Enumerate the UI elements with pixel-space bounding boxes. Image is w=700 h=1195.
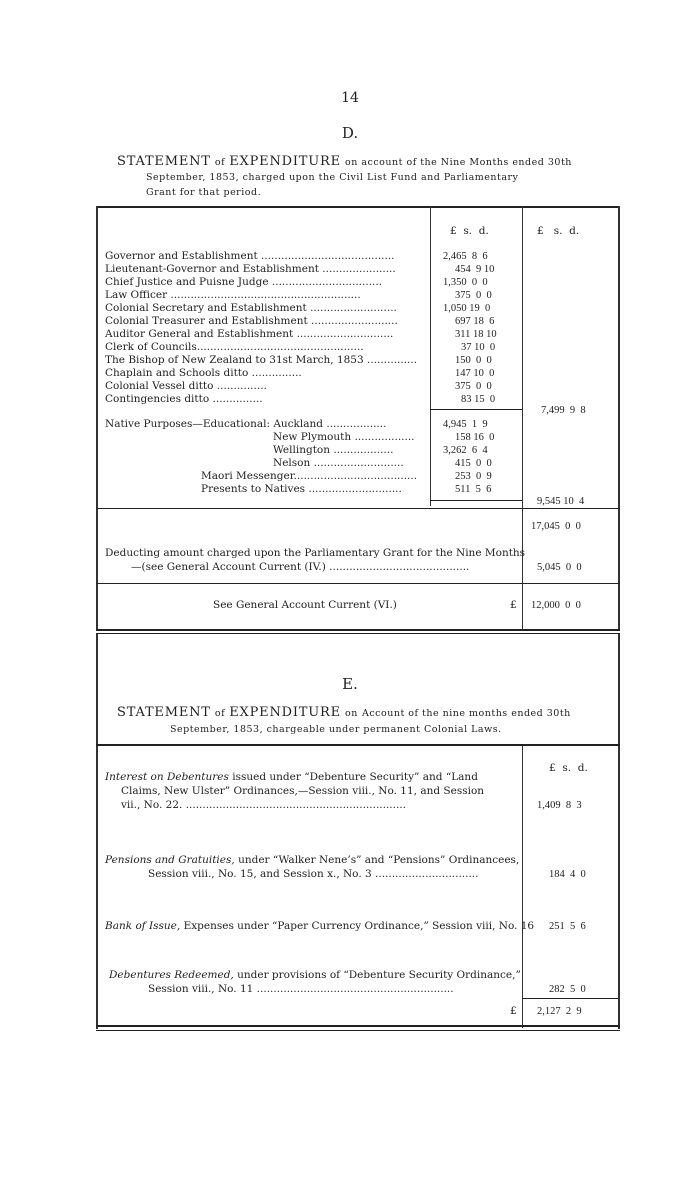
- d-native-amount: 3,262 6 4: [443, 445, 488, 456]
- e-outer-right-border: [618, 634, 620, 1029]
- d-native-item-label: New Plymouth ..................: [273, 431, 415, 443]
- table-d-bottom-rule-2: [96, 633, 620, 634]
- section-e-title-line2: September, 1853, chargeable under permanent Colonial Laws.: [170, 724, 502, 735]
- d-item-amount: 147 10 0: [455, 368, 495, 379]
- table-d-col-header-2: £ s. d.: [537, 225, 580, 237]
- e-entry-amount: 251 5 6: [549, 921, 586, 932]
- d-item-amount: 311 18 10: [455, 329, 497, 340]
- d-item-amount: 37 10 0: [461, 342, 496, 353]
- e-entry-line2: Claims, New Ulster” Ordinances,—Session viii., No. 11, and Session: [121, 785, 485, 797]
- d-item-label: Colonial Vessel ditto ...............: [105, 380, 267, 392]
- page-number: 14: [341, 90, 359, 106]
- d-native-item-label: Presents to Natives ............................: [201, 483, 402, 495]
- table-e-bottom-rule-2: [96, 1030, 620, 1031]
- d-deduct-line2: —(see General Account Current (IV.) ..........................................: [131, 561, 470, 573]
- d-item-label: Auditor General and Establishment .............................: [105, 328, 394, 340]
- d-subtotal-rule-2: [430, 500, 522, 501]
- d-pound-sign: £: [510, 599, 517, 611]
- e-entry-line1: Bank of Issue, Expenses under “Paper Currency Ordinance,” Session viii, No. 16: [105, 920, 535, 932]
- d-item-label: The Bishop of New Zealand to 31st March, 1853 ...............: [105, 354, 418, 366]
- table-e-top-rule: [96, 744, 620, 746]
- d-see-line: See General Account Current (VI.): [213, 599, 397, 611]
- d-item-label: Lieutenant-Governor and Establishment ......................: [105, 263, 396, 275]
- table-d-left-border: [96, 206, 98, 631]
- e-entry-line3: vii., No. 22. ..................................................................: [121, 799, 406, 811]
- table-e-col-divider: [522, 746, 523, 1028]
- d-deduct-rule: [96, 583, 620, 584]
- d-item-label: Chaplain and Schools ditto ...............: [105, 367, 302, 379]
- table-e-bottom-rule: [96, 1025, 620, 1027]
- d-total: 17,045 0 0: [531, 521, 581, 532]
- table-d-bottom-rule: [96, 629, 620, 631]
- d-item-label: Governor and Establishment ........................................: [105, 250, 395, 262]
- d-deduct-line1: Deducting amount charged upon the Parliamentary Grant for the Nine Months: [105, 547, 526, 559]
- d-native-item-label: Wellington ..................: [273, 444, 394, 456]
- d-native-label: Native Purposes—Educational: Auckland ..................: [105, 418, 387, 430]
- d-item-label: Clerk of Councils..................................................: [105, 341, 364, 353]
- e-entry-line1: Pensions and Gratuities, under “Walker Nene’s” and “Pensions” Ordinancees,: [105, 854, 520, 866]
- section-d-letter: D.: [341, 124, 359, 142]
- e-entry-line2: Session viii., No. 15, and Session x., No. 3 ...............................: [148, 868, 479, 880]
- d-item-amount: 1,350 0 0: [443, 277, 488, 288]
- table-d-col-divider-2: [522, 206, 523, 631]
- e-outer-left-border: [96, 634, 98, 1029]
- d-item-label: Colonial Secretary and Establishment ..........................: [105, 302, 397, 314]
- e-entry-line2: Session viii., No. 11 ...........................................................: [148, 983, 454, 995]
- section-d-title-line1: STATEMENT of EXPENDITURE on account of the Nine Months ended 30th: [117, 154, 572, 169]
- d-item-amount: 454 9 10: [455, 264, 495, 275]
- e-entry-amount: 282 5 0: [549, 984, 586, 995]
- e-entry-amount: 184 4 0: [549, 869, 586, 880]
- d-item-amount: 697 18 6: [455, 316, 495, 327]
- d-native-item-label: Maori Messenger.....................................: [201, 470, 418, 482]
- d-item-amount: 2,465 8 6: [443, 251, 488, 262]
- d-subtotal-1: 7,499 9 8: [541, 405, 586, 416]
- section-e-letter: E.: [342, 675, 358, 693]
- e-total-rule: [522, 998, 618, 999]
- e-entry-line1: Debentures Redeemed, under provisions of “Debenture Security Ordinance,”: [109, 969, 521, 981]
- d-native-amount: 253 0 9: [455, 471, 492, 482]
- d-native-amount: 158 16 0: [455, 432, 495, 443]
- d-native-amount: 511 5 6: [455, 484, 492, 495]
- section-d-title-line2: September, 1853, charged upon the Civil List Fund and Parliamentary: [146, 172, 519, 183]
- d-deduct-amount: 5,045 0 0: [537, 562, 582, 573]
- d-native-amount: 415 0 0: [455, 458, 492, 469]
- d-final: 12,000 0 0: [531, 600, 581, 611]
- d-item-amount: 83 15 0: [461, 394, 496, 405]
- table-d-right-border: [618, 206, 620, 631]
- d-native-item-label: Nelson ...........................: [273, 457, 404, 469]
- e-total: 2,127 2 9: [537, 1006, 582, 1017]
- e-entry-amount: 1,409 8 3: [537, 800, 582, 811]
- d-item-label: Colonial Treasurer and Establishment ..........................: [105, 315, 398, 327]
- d-item-label: Contingencies ditto ...............: [105, 393, 263, 405]
- d-subtotal-2: 9,545 10 4: [537, 496, 585, 507]
- d-item-amount: 150 0 0: [455, 355, 492, 366]
- e-entry-line1: Interest on Debentures issued under “Debenture Security” and “Land: [105, 771, 478, 783]
- section-e-title-line1: STATEMENT of EXPENDITURE on Account of the nine months ended 30th: [117, 705, 571, 720]
- d-item-label: Chief Justice and Puisne Judge .................................: [105, 276, 383, 288]
- e-pound-sign: £: [510, 1005, 517, 1017]
- d-total-rule: [96, 508, 620, 509]
- section-d-title-line3: Grant for that period.: [146, 187, 262, 198]
- table-d-col-header-1: £ s. d.: [450, 225, 489, 237]
- d-item-amount: 375 0 0: [455, 381, 492, 392]
- d-subtotal-rule-1: [430, 409, 522, 410]
- d-item-amount: 375 0 0: [455, 290, 492, 301]
- table-e-col-header: £ s. d.: [549, 762, 588, 774]
- d-item-amount: 1,050 19 0: [443, 303, 491, 314]
- d-native-amount: 4,945 1 9: [443, 419, 488, 430]
- table-d-col-divider-1: [430, 206, 431, 506]
- table-d-top-rule: [96, 206, 620, 208]
- d-item-label: Law Officer .........................................................: [105, 289, 361, 301]
